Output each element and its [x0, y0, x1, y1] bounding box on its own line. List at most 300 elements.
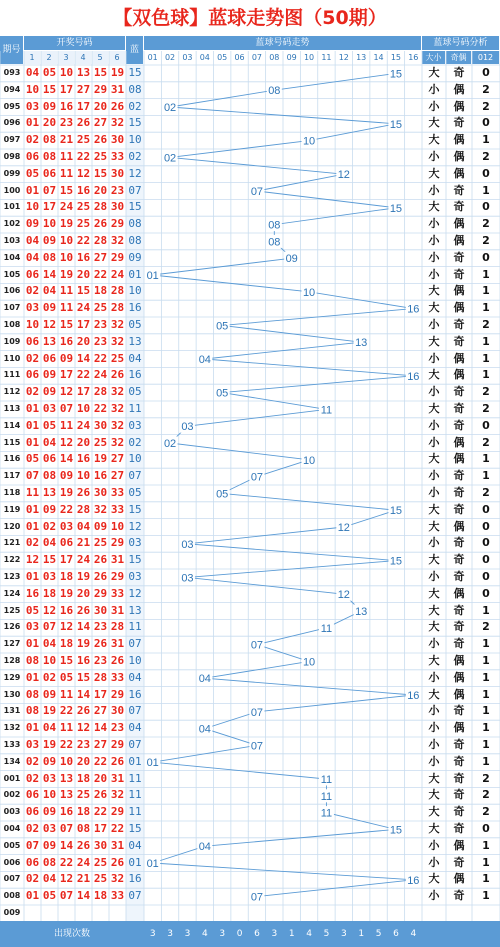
blue-ball: 09 — [128, 250, 142, 264]
red-ball: 04 — [76, 519, 91, 533]
period-cell: 102 — [3, 219, 21, 229]
red-ball: 18 — [76, 805, 91, 819]
red-ball: 27 — [93, 116, 108, 130]
red-ball: 08 — [42, 150, 57, 163]
red-ball: 26 — [110, 754, 125, 768]
red-ball: 17 — [59, 368, 74, 382]
red-ball: 16 — [59, 99, 74, 113]
blue-ball: 05 — [128, 318, 142, 331]
blue-ball: 16 — [128, 687, 142, 701]
period-cell: 095 — [3, 101, 21, 111]
red-ball: 05 — [42, 418, 57, 432]
blue-ball: 08 — [128, 234, 142, 247]
mod-cell: 1 — [482, 721, 490, 735]
trend-col-header: 13 — [353, 51, 370, 65]
mod-cell: 1 — [482, 738, 490, 751]
red-ball: 08 — [42, 133, 57, 147]
red-ball: 12 — [59, 435, 74, 449]
period-cell: 133 — [3, 740, 21, 749]
red-ball: 18 — [42, 586, 57, 600]
red-ball: 23 — [76, 738, 91, 751]
red-ball: 17 — [76, 318, 91, 331]
red-ball: 30 — [110, 133, 125, 147]
occurrence-count: 4 — [410, 929, 417, 939]
red-ball: 20 — [76, 267, 91, 281]
red-ball: 10 — [25, 318, 40, 331]
trend-point-label: 05 — [216, 387, 229, 400]
blue-ball: 02 — [128, 150, 142, 163]
red-ball: 15 — [59, 318, 74, 331]
red-ball: 03 — [42, 822, 57, 835]
red-ball: 23 — [93, 318, 108, 331]
red-ball: 28 — [93, 385, 108, 399]
red-ball: 11 — [25, 486, 40, 499]
mod-cell: 2 — [482, 217, 490, 231]
red-ball: 33 — [110, 889, 125, 903]
red-ball: 09 — [93, 519, 108, 533]
period-cell: 097 — [3, 135, 21, 145]
size-cell: 大 — [428, 603, 440, 617]
red-ball: 10 — [25, 200, 40, 214]
trend-point-label: 04 — [198, 673, 211, 686]
red-ball: 08 — [25, 704, 40, 718]
parity-cell: 偶 — [453, 82, 465, 96]
size-cell: 大 — [428, 402, 440, 415]
red-ball: 07 — [59, 402, 74, 415]
red-ball: 09 — [42, 838, 57, 852]
red-ball: 19 — [110, 66, 125, 79]
parity-cell: 奇 — [453, 385, 465, 399]
trend-point-label: 16 — [407, 874, 420, 887]
red-ball: 02 — [25, 284, 40, 298]
red-ball: 23 — [110, 183, 125, 197]
red-ball: 01 — [25, 519, 40, 533]
red-ball: 05 — [59, 670, 74, 684]
red-ball: 02 — [42, 670, 57, 684]
occurrence-count: 4 — [201, 929, 208, 939]
trend-col-header: 14 — [370, 51, 387, 65]
red-ball: 24 — [93, 368, 108, 382]
period-cell: 103 — [3, 236, 21, 245]
period-cell: 003 — [3, 807, 21, 817]
parity-cell: 奇 — [453, 66, 465, 79]
red-ball: 09 — [59, 469, 74, 483]
mod-cell: 2 — [482, 82, 490, 96]
period-cell: 127 — [3, 639, 21, 649]
red-ball: 26 — [110, 855, 125, 869]
red-ball: 06 — [25, 855, 40, 869]
size-cell: 大 — [428, 133, 440, 147]
analysis-header: 蓝球号码分析 — [422, 36, 500, 51]
size-cell: 小 — [428, 754, 440, 768]
red-ball: 10 — [42, 788, 57, 802]
mod-cell: 0 — [482, 66, 490, 79]
red-ball: 29 — [110, 536, 125, 550]
red-ball: 32 — [110, 872, 125, 886]
red-ball: 26 — [93, 570, 108, 583]
red-ball: 14 — [93, 721, 108, 735]
trend-point-label: 08 — [268, 219, 281, 232]
red-ball: 18 — [59, 570, 74, 583]
red-ball: 03 — [25, 301, 40, 315]
red-ball: 16 — [93, 469, 108, 483]
size-cell: 大 — [428, 586, 440, 600]
red-ball: 24 — [59, 200, 74, 214]
red-ball: 02 — [25, 771, 40, 785]
red-ball: 16 — [76, 654, 91, 667]
period-cell: 099 — [3, 168, 21, 178]
blue-ball: 11 — [128, 788, 142, 802]
blue-ball: 10 — [128, 133, 142, 147]
occurrence-count: 5 — [375, 929, 382, 939]
red-ball: 19 — [76, 570, 91, 583]
period-cell: 098 — [3, 152, 21, 161]
red-ball: 24 — [76, 553, 91, 567]
red-ball: 09 — [42, 99, 57, 113]
red-ball: 10 — [25, 82, 40, 96]
trend-point-label: 10 — [302, 656, 316, 669]
blue-ball: 15 — [128, 200, 142, 214]
parity-cell: 偶 — [453, 301, 465, 315]
size-cell: 大 — [428, 620, 440, 634]
parity-cell: 偶 — [453, 519, 465, 533]
red-ball: 06 — [25, 334, 40, 348]
red-ball: 06 — [25, 788, 40, 802]
red-ball: 11 — [59, 721, 74, 735]
red-ball: 32 — [110, 318, 125, 331]
red-ball: 18 — [76, 771, 91, 785]
red-ball: 15 — [59, 654, 74, 667]
parity-cell: 奇 — [453, 502, 465, 516]
red-ball: 26 — [93, 788, 108, 802]
size-cell: 大 — [428, 805, 440, 819]
red-ball: 03 — [25, 620, 40, 634]
red-ball: 15 — [76, 670, 91, 684]
red-ball: 31 — [110, 771, 125, 785]
red-ball: 01 — [25, 670, 40, 684]
red-ball: 26 — [76, 704, 91, 718]
size-cell: 小 — [428, 351, 440, 365]
trend-point-label: 07 — [250, 891, 264, 904]
red-ball: 30 — [93, 418, 108, 432]
parity-cell: 奇 — [453, 637, 465, 651]
red-ball: 09 — [25, 217, 40, 231]
red-ball: 14 — [59, 838, 74, 852]
period-cell: 114 — [3, 420, 21, 430]
red-ball: 29 — [110, 570, 125, 583]
red-ball: 26 — [76, 116, 91, 130]
parity-cell: 偶 — [453, 234, 465, 247]
size-cell: 大 — [428, 334, 440, 348]
red-ball: 29 — [110, 805, 125, 819]
trend-point-label: 07 — [250, 706, 264, 719]
trend-point-label: 01 — [146, 757, 159, 770]
mod-cell: 2 — [482, 788, 490, 802]
trend-point-label: 15 — [389, 202, 403, 215]
trend-col-header: 05 — [214, 51, 231, 65]
trend-col-header: 06 — [231, 51, 248, 65]
period-cell: 120 — [3, 521, 21, 531]
red-ball: 32 — [110, 234, 125, 247]
blue-ball: 01 — [128, 855, 142, 869]
red-ball: 10 — [42, 217, 57, 231]
parity-cell: 偶 — [453, 99, 465, 113]
red-ball: 25 — [93, 855, 108, 869]
period-cell: 117 — [3, 471, 21, 481]
red-ball: 04 — [42, 284, 57, 298]
parity-cell: 偶 — [453, 166, 465, 180]
red-col-header: 6 — [109, 51, 126, 65]
occurrence-count: 3 — [340, 929, 347, 939]
red-ball: 33 — [110, 486, 125, 499]
period-cell: 094 — [3, 84, 21, 94]
red-ball: 06 — [59, 536, 74, 550]
red-ball: 05 — [25, 166, 40, 180]
size-cell: 小 — [428, 704, 440, 718]
red-ball: 22 — [76, 150, 91, 163]
analysis-col-header: 奇偶 — [446, 51, 472, 65]
mod-cell: 0 — [482, 570, 490, 583]
red-ball: 02 — [42, 519, 57, 533]
red-ball: 28 — [110, 620, 125, 634]
red-ball: 06 — [42, 452, 57, 466]
parity-cell: 偶 — [453, 872, 465, 886]
size-cell: 小 — [428, 82, 440, 96]
period-cell: 112 — [3, 387, 21, 397]
red-ball: 01 — [25, 570, 40, 583]
period-cell: 115 — [3, 437, 21, 447]
red-ball: 08 — [42, 469, 57, 483]
red-ball: 08 — [25, 687, 40, 701]
red-ball: 12 — [76, 721, 91, 735]
trend-point-label: 12 — [337, 169, 350, 182]
red-ball: 16 — [59, 805, 74, 819]
trend-col-header: 09 — [283, 51, 300, 65]
blue-ball: 12 — [128, 519, 142, 533]
red-ball: 13 — [42, 334, 57, 348]
red-ball: 31 — [110, 637, 125, 651]
red-ball: 31 — [110, 838, 125, 852]
red-ball: 01 — [25, 402, 40, 415]
size-cell: 小 — [428, 435, 440, 449]
parity-cell: 奇 — [453, 805, 465, 819]
parity-cell: 偶 — [453, 452, 465, 466]
red-ball: 06 — [42, 351, 57, 365]
trend-point-label: 16 — [407, 303, 420, 316]
size-cell: 小 — [428, 385, 440, 399]
parity-cell: 奇 — [453, 183, 465, 197]
period-cell: 116 — [3, 454, 21, 464]
blue-ball: 13 — [128, 334, 142, 348]
red-ball: 22 — [59, 704, 74, 718]
period-cell: 130 — [3, 689, 21, 699]
red-ball: 17 — [59, 553, 74, 567]
red-ball: 33 — [110, 502, 125, 516]
red-ball: 19 — [59, 586, 74, 600]
red-ball: 03 — [42, 402, 57, 415]
parity-cell: 偶 — [453, 670, 465, 684]
trend-point-label: 10 — [302, 454, 316, 467]
parity-cell: 奇 — [453, 469, 465, 483]
red-ball: 30 — [93, 603, 108, 617]
trend-point-label: 07 — [250, 471, 264, 484]
size-cell: 小 — [428, 217, 440, 231]
blue-ball: 03 — [128, 536, 142, 550]
occurrence-count: 0 — [236, 929, 243, 939]
blue-ball: 08 — [128, 82, 142, 96]
red-ball: 14 — [59, 452, 74, 466]
parity-cell: 奇 — [453, 267, 465, 281]
red-ball: 26 — [110, 368, 125, 382]
trend-col-header: 03 — [179, 51, 196, 65]
red-ball: 26 — [93, 133, 108, 147]
trend-point-label: 10 — [302, 135, 316, 148]
blue-ball: 03 — [128, 570, 142, 583]
mod-cell: 0 — [482, 502, 490, 516]
size-cell: 小 — [428, 234, 440, 247]
mod-cell: 0 — [482, 553, 490, 567]
red-ball: 21 — [59, 133, 74, 147]
period-cell: 104 — [3, 252, 21, 262]
blue-ball: 07 — [128, 738, 142, 751]
red-ball: 02 — [25, 385, 40, 399]
mod-cell: 1 — [482, 133, 490, 147]
occurrence-count: 1 — [358, 929, 365, 939]
winning-numbers-header: 开奖号码 — [24, 36, 126, 51]
red-ball: 17 — [76, 99, 91, 113]
trend-point-label: 02 — [163, 438, 177, 450]
red-ball: 07 — [59, 822, 74, 835]
trend-point-label: 07 — [250, 740, 264, 753]
size-cell: 大 — [428, 687, 440, 701]
trend-point-label: 11 — [320, 622, 333, 635]
parity-cell: 偶 — [453, 687, 465, 701]
size-cell: 小 — [428, 670, 440, 684]
parity-cell: 奇 — [453, 536, 465, 550]
red-ball: 19 — [59, 486, 74, 499]
size-cell: 小 — [428, 637, 440, 651]
size-cell: 大 — [428, 553, 440, 567]
occurrence-count: 6 — [393, 929, 399, 939]
trend-point-label: 04 — [198, 354, 211, 366]
red-ball: 20 — [93, 183, 108, 197]
size-cell: 小 — [428, 318, 440, 331]
trend-point-label: 02 — [163, 102, 177, 114]
size-cell: 小 — [428, 721, 440, 735]
trend-point-label: 12 — [337, 589, 350, 602]
period-cell: 110 — [3, 353, 21, 363]
blue-ball: 15 — [128, 66, 142, 79]
red-ball: 04 — [42, 435, 57, 449]
red-ball: 09 — [42, 754, 57, 768]
size-cell: 小 — [428, 418, 440, 432]
trend-point-label: 15 — [389, 824, 403, 837]
blue-ball: 07 — [128, 889, 142, 903]
red-ball: 28 — [93, 234, 108, 247]
red-ball: 15 — [93, 66, 108, 79]
red-ball: 27 — [93, 704, 108, 718]
blue-ball: 10 — [128, 452, 142, 466]
red-ball: 14 — [76, 889, 91, 903]
red-ball: 10 — [59, 250, 74, 264]
red-ball: 04 — [25, 66, 40, 79]
red-ball: 20 — [93, 99, 108, 113]
red-ball: 10 — [59, 66, 74, 79]
period-cell: 008 — [3, 891, 21, 901]
blue-ball: 07 — [128, 183, 142, 197]
size-cell: 小 — [428, 889, 440, 903]
red-ball: 09 — [42, 368, 57, 382]
size-cell: 小 — [428, 738, 440, 751]
red-ball: 11 — [59, 284, 74, 298]
red-ball: 14 — [76, 687, 91, 701]
red-ball: 22 — [93, 805, 108, 819]
red-ball: 24 — [76, 301, 91, 315]
mod-cell: 1 — [482, 368, 490, 382]
page-title: 【双色球】蓝球走势图（50期） — [0, 0, 500, 36]
red-ball: 05 — [25, 603, 40, 617]
red-ball: 13 — [59, 771, 74, 785]
period-cell: 007 — [3, 874, 21, 884]
red-ball: 20 — [76, 586, 91, 600]
mod-cell: 1 — [482, 754, 490, 768]
trend-point-label: 05 — [216, 320, 229, 333]
mod-cell: 1 — [482, 267, 490, 281]
red-ball: 07 — [25, 469, 40, 483]
red-ball: 01 — [25, 116, 40, 130]
size-cell: 大 — [428, 116, 440, 130]
red-ball: 11 — [59, 418, 74, 432]
period-cell: 005 — [3, 840, 21, 850]
red-ball: 25 — [93, 150, 108, 163]
parity-cell: 奇 — [453, 738, 465, 751]
blue-ball: 07 — [128, 469, 142, 483]
red-ball: 32 — [93, 502, 108, 516]
parity-cell: 奇 — [453, 855, 465, 869]
red-ball: 28 — [93, 670, 108, 684]
period-cell: 009 — [3, 908, 21, 917]
red-ball: 33 — [110, 670, 125, 684]
period-cell: 111 — [3, 370, 21, 380]
parity-cell: 奇 — [453, 116, 465, 130]
red-ball: 09 — [59, 351, 74, 365]
blue-ball: 03 — [128, 418, 142, 432]
red-ball: 29 — [93, 586, 108, 600]
period-cell: 119 — [3, 504, 21, 514]
blue-ball: 02 — [128, 435, 142, 449]
red-ball: 01 — [25, 637, 40, 651]
red-ball: 14 — [42, 267, 57, 281]
blue-ball: 15 — [128, 502, 142, 516]
blue-ball: 11 — [128, 620, 142, 634]
red-ball: 08 — [76, 822, 91, 835]
occurrence-count: 5 — [323, 929, 330, 939]
parity-cell: 偶 — [453, 654, 465, 667]
size-cell: 小 — [428, 99, 440, 113]
red-ball: 21 — [76, 536, 91, 550]
trend-point-label: 05 — [216, 488, 229, 501]
red-ball: 01 — [25, 889, 40, 903]
mod-cell: 0 — [482, 250, 490, 264]
trend-point-label: 03 — [181, 421, 194, 434]
mod-cell: 1 — [482, 838, 490, 852]
parity-cell: 奇 — [453, 553, 465, 567]
red-col-header: 4 — [75, 51, 92, 65]
blue-ball: 04 — [128, 351, 142, 365]
blue-ball: 01 — [128, 754, 142, 768]
red-ball: 01 — [25, 435, 40, 449]
parity-cell: 奇 — [453, 334, 465, 348]
